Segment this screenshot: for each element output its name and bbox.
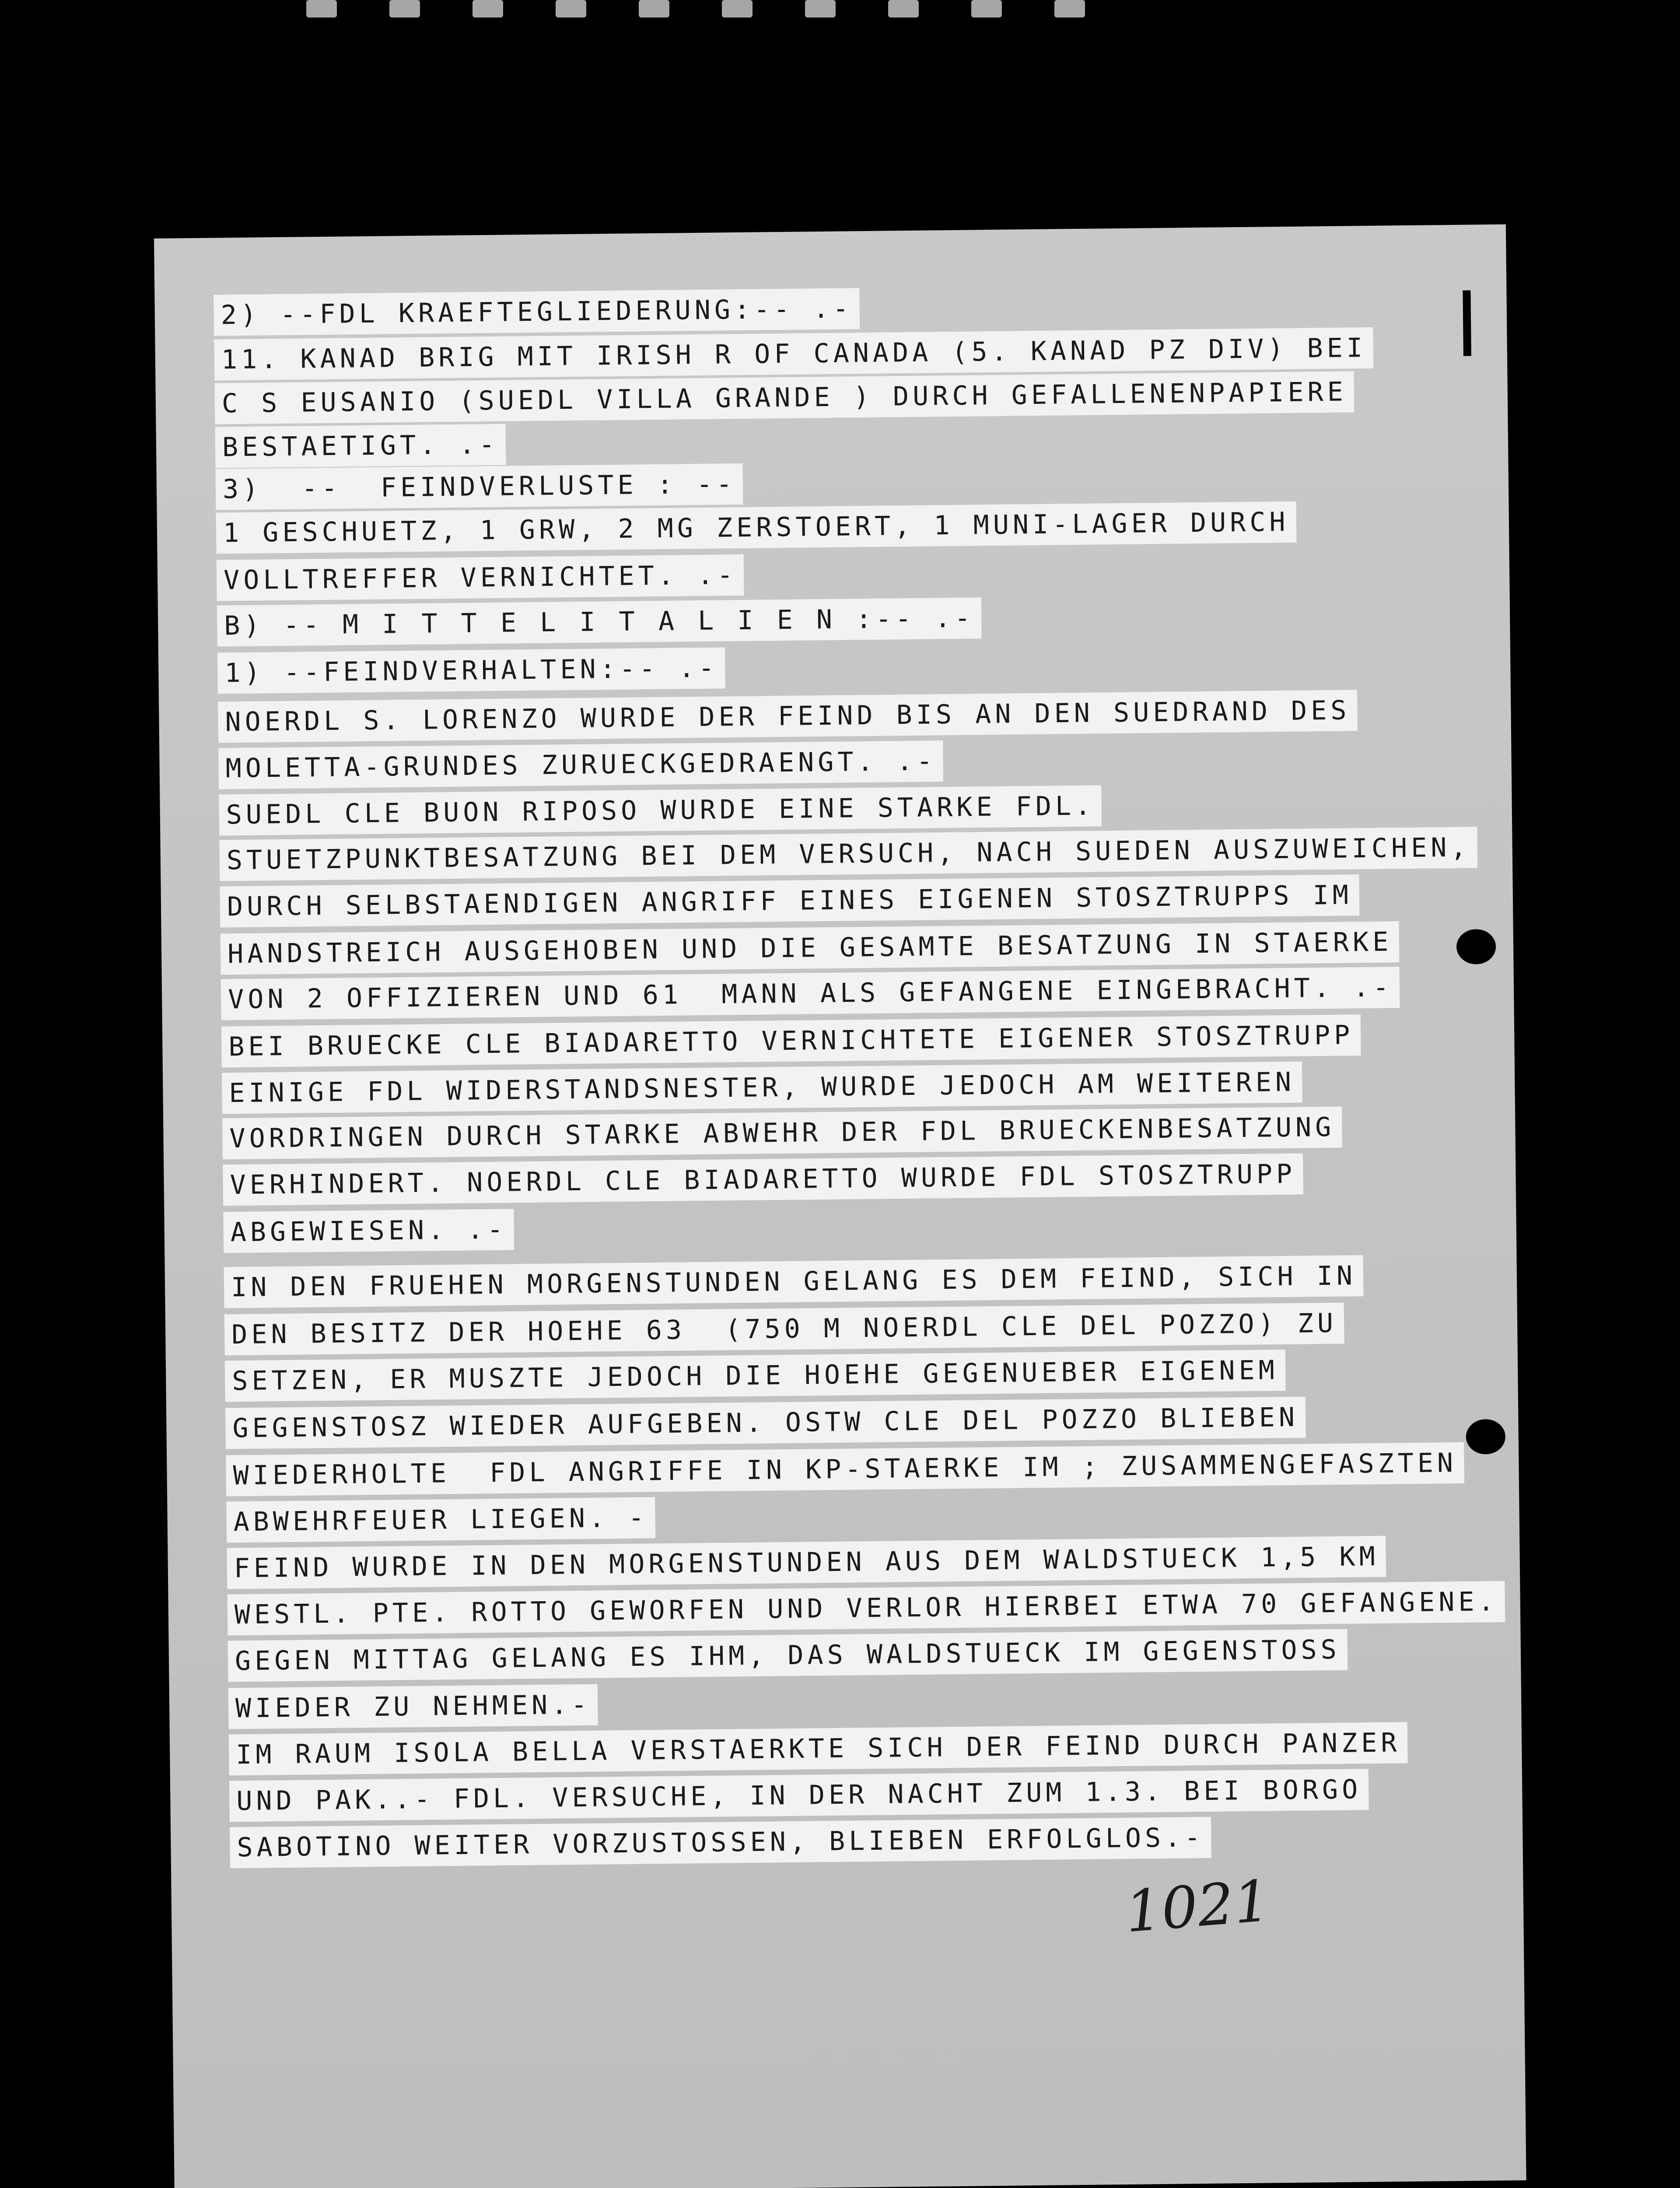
film-mark [971,0,1002,18]
text-line: UND PAK..- FDL. VERSUCHE, IN DER NACHT ZUM 1.3. BEI BORGO [229,1769,1369,1822]
section-heading-feindverhalten: 1) --FEINDVERHALTEN:-- .- [217,647,725,694]
text-line: VERHINDERT. NOERDL CLE BIADARETTO WURDE FDL STOSZTRUPP [223,1154,1303,1206]
film-mark [389,0,420,18]
text-line: GEGEN MITTAG GELANG ES IHM, DAS WALDSTUECK IM GEGENSTOSS [228,1629,1348,1682]
text-line: SABOTINO WEITER VORZUSTOSSEN, BLIEBEN ERFOLGLOS.- [230,1817,1211,1868]
film-mark [472,0,503,18]
text-line: VORDRINGEN DURCH STARKE ABWEHR DER FDL BRUECKENBESATZUNG [222,1107,1342,1160]
film-mark [306,0,337,18]
text-line: DURCH SELBSTAENDIGEN ANGRIFF EINES EIGENEN STOSZTRUPPS IM [220,874,1360,927]
text-line: GEGENSTOSZ WIEDER AUFGEBEN. OSTW CLE DEL POZZO BLIEBEN [225,1397,1306,1449]
text-line: VOLLTREFFER VERNICHTET. .- [217,554,744,601]
text-line: VON 2 OFFIZIEREN UND 61 MANN ALS GEFANGENE EINGEBRACHT. .- [221,967,1400,1020]
film-mark [556,0,586,18]
ink-blot [1466,1419,1505,1455]
text-line: DEN BESITZ DER HOEHE 63 (750 M NOERDL CLE DEL POZZO) ZU [224,1303,1344,1356]
film-mark [805,0,836,18]
ink-blot [1456,929,1496,964]
film-mark [722,0,752,18]
text-line: IM RAUM ISOLA BELLA VERSTAERKTE SICH DER FEIND DURCH PANZER [229,1722,1408,1775]
film-mark [639,0,669,18]
text-line: WESTL. PTE. ROTTO GEWORFEN UND VERLOR HIERBEI ETWA 70 GEFANGENE. [227,1581,1505,1636]
section-heading-mittelitalien: B) -- M I T T E L I T A L I E N :-- .- [217,597,982,646]
text-line: MOLETTA-GRUNDES ZURUECKGEDRAENGT. .- [218,740,943,789]
text-line: IN DEN FRUEHEN MORGENSTUNDEN GELANG ES DEM FEIND, SICH IN [224,1255,1364,1308]
text-line: BESTAETIGT. .- [215,424,506,468]
film-mark [888,0,919,18]
text-line: EINIGE FDL WIDERSTANDSNESTER, WURDE JEDOCH AM WEITEREN [222,1062,1302,1114]
text-line: WIEDER ZU NEHMEN.- [228,1684,598,1729]
section-heading-feindverluste: 3) -- FEINDVERLUSTE : -- [216,463,743,510]
text-line: NOERDL S. LORENZO WURDE DER FEIND BIS AN DEN SUEDRAND DES [218,690,1358,743]
text-line: HANDSTREICH AUSGEHOBEN UND DIE GESAMTE BESATZUNG IN STAERKE [220,921,1400,975]
film-mark [1054,0,1085,18]
text-line: 1 GESCHUETZ, 1 GRW, 2 MG ZERSTOERT, 1 MUNI-LAGER DURCH [216,501,1297,554]
text-line: 11. KANAD BRIG MIT IRISH R OF CANADA (5. KANAD PZ DIV) BEI [214,327,1373,381]
text-line: SETZEN, ER MUSZTE JEDOCH DIE HOEHE GEGENUEBER EIGENEM [225,1350,1285,1402]
text-line: BEI BRUECKE CLE BIADARETTO VERNICHTETE EIGENER STOSZTRUPP [221,1014,1361,1067]
film-header-marks [306,0,1269,39]
text-line: ABGEWIESEN. .- [223,1209,514,1253]
text-line: ABWEHRFEUER LIEGEN. - [226,1497,655,1543]
text-line: FEIND WURDE IN DEN MORGENSTUNDEN AUS DEM WALDSTUECK 1,5 KM [227,1536,1386,1589]
margin-mark [1463,290,1471,356]
text-line: C S EUSANIO (SUEDL VILLA GRANDE ) DURCH GEFALLENENPAPIERE [214,371,1354,424]
document-page [154,224,1526,2188]
text-line: STUETZPUNKTBESATZUNG BEI DEM VERSUCH, NACH SUEDEN AUSZUWEICHEN, [219,827,1477,881]
handwritten-page-number: 1021 [1123,1867,1273,1946]
text-line: WIEDERHOLTE FDL ANGRIFFE IN KP-STAERKE IM ; ZUSAMMENGEFASZTEN [226,1442,1464,1497]
text-line: SUEDL CLE BUON RIPOSO WURDE EINE STARKE FDL. [219,785,1102,835]
section-heading-kraeftegliederung: 2) --FDL KRAEFTEGLIEDERUNG:-- .- [214,288,860,336]
